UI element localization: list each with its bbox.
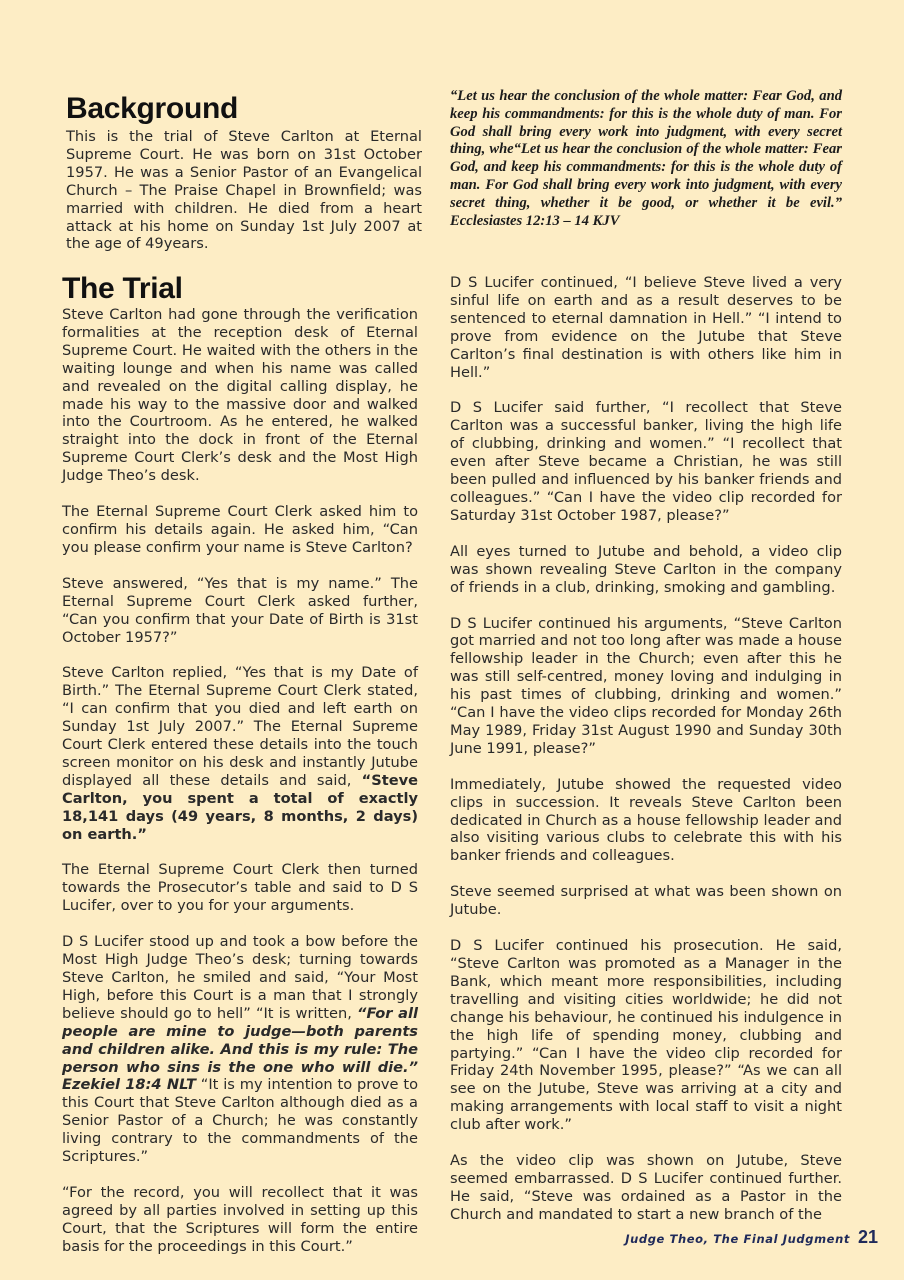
right-paragraph-3: All eyes turned to Jutube and behold, a video clip was shown revealing Steve Carlton in the company of friends in a club, drinking, smoking and gambling. [450, 542, 842, 596]
background-section [66, 92, 422, 253]
right-paragraph-7: D S Lucifer continued his prosecution. He said, “Steve Carlton was promoted as a Manager in the Bank, which meant more responsibilities, including travelling and visiting cities worldwide; he did not change his behaviour, he continued his indulgence in the high life of spending money, clubbing and partying.” “Can I have the video clip recorded for Friday 24th November 1995, please?” “As we can all see on the Jutube, Steve was arriving at a city and making arrangements with local staff to visit a night club after work.” [450, 937, 842, 1134]
background-text: This is the trial of Steve Carlton at Eternal Supreme Court. He was born on 31st October 1957. He was a Senior Pastor of an Evangelical Church – The Praise Chapel in Brownfield; was married with children. He died from a heart attack at his home on Sunday 1st July 2007 at the age of 49years. [66, 128, 422, 253]
right-paragraph-8: As the video clip was shown on Jutube, Steve seemed embarrassed. D S Lucifer continued further. He said, “Steve was ordained as a Pastor in the Church and mandated to start a new branch of the [450, 1152, 842, 1223]
right-paragraph-6: Steve seemed surprised at what was been shown on Jutube. [450, 883, 842, 919]
paragraph-text: Steve Carlton replied, “Yes that is my Date of Birth.” The Eternal Supreme Court Clerk stated, “I can confirm that you died and left earth on Sunday 1st July 2007.” The Eternal Supreme Court Clerk entered these details into the touch screen monitor on his desk and instantly Jutube displayed all these details and said, [62, 664, 418, 789]
trial-heading: The Trial [62, 272, 183, 305]
page-footer [625, 1227, 878, 1248]
ezekiel-quote: “For all people are mine to judge—both parents and children alike. And this is my rule: The person who sins is the one who will die.” Ezekiel 18:4 NLT [62, 1004, 418, 1094]
scripture-quote [450, 88, 842, 230]
trial-paragraph-5: The Eternal Supreme Court Clerk then turned towards the Prosecutor’s table and said to D S Lucifer, over to you for your arguments. [62, 861, 418, 915]
trial-paragraph-2: The Eternal Supreme Court Clerk asked him to confirm his details again. He asked him, “Can you please confirm your name is Steve Carlton? [62, 503, 418, 556]
right-column [450, 274, 842, 1224]
trial-paragraph-4 [62, 664, 418, 843]
trial-section [62, 272, 418, 1256]
paragraph-text: D S Lucifer stood up and took a bow before the Most High Judge Theo’s desk; turning towards Steve Carlton, he smiled and said, “Your Most High, before this Court is a man that I strongly believe should go to hell” “It is written, [62, 933, 418, 1022]
trial-paragraph-3: Steve answered, “Yes that is my name.” The Eternal Supreme Court Clerk asked further, “Can you confirm that your Date of Birth is 31st October 1957?” [62, 574, 418, 646]
days-on-earth-statement: “Steve Carlton, you spent a total of exactly 18,141 days (49 years, 8 months, 2 days) on earth.” [62, 771, 418, 843]
background-heading: Background [66, 92, 239, 125]
trial-paragraph-6 [62, 933, 418, 1166]
paragraph-text: “It is my intention to prove to this Court that Steve Carlton although died as a Senior Pastor of a Church; he was constantly living contrary to the commandments of the Scriptures.” [62, 1076, 418, 1166]
page-number: 21 [857, 1227, 878, 1247]
quote-text: “Let us hear the conclusion of the whole matter: Fear God, and keep his commandments: for this is the whole duty of man. For God shall bring every work into judgment, with every secret thing, whe“Let us hear the conclusion of the whole matter: Fear God, and keep his commandments: for this is the whole duty of man. For God shall bring every work into judgment, with every secret thing, whether it be good, or whether it be evil.” Ecclesiastes 12:13 – 14 KJV [450, 88, 842, 229]
right-paragraph-5: Immediately, Jutube showed the requested video clips in succession. It reveals Steve Carlton been dedicated in Church as a house fellowship leader and also visiting various clubs to celebrate this with his banker friends and colleagues. [450, 775, 842, 865]
right-paragraph-1: D S Lucifer continued, “I believe Steve lived a very sinful life on earth and as a result deserves to be sentenced to eternal damnation in Hell.” “I intend to prove from evidence on the Jutube that Steve Carlton’s final destination is with others like him in Hell.” [450, 274, 842, 381]
right-paragraph-2: D S Lucifer said further, “I recollect that Steve Carlton was a successful banker, living the high life of clubbing, drinking and women.” “I recollect that even after Steve became a Christian, he was still been pulled and influenced by his banker friends and colleagues.” “Can I have the video clip recorded for Saturday 31st October 1987, please?” [450, 399, 842, 524]
trial-paragraph-7: “For the record, you will recollect that it was agreed by all parties involved in setting up this Court, that the Scriptures will form the entire basis for the proceedings in this Court.” [62, 1183, 418, 1255]
footer-book-title: Judge Theo, The Final Judgment [625, 1232, 850, 1246]
trial-paragraph-1: Steve Carlton had gone through the verification formalities at the reception desk of Eternal Supreme Court. He waited with the others in the waiting lounge and when his name was called and revealed on the digital calling display, he made his way to the massive door and walked into the Courtroom. As he entered, he walked straight into the dock in front of the Eternal Supreme Court Clerk’s desk and the Most High Judge Theo’s desk. [62, 306, 418, 485]
right-paragraph-4: D S Lucifer continued his arguments, “Steve Carlton got married and not too long after was made a house fellowship leader in the Church; even after this he was still self-centred, money loving and indulging in his past times of clubbing, drinking and women.” “Can I have the video clips recorded for Monday 26th May 1989, Friday 31st August 1990 and Sunday 30th June 1991, please?” [450, 614, 842, 757]
